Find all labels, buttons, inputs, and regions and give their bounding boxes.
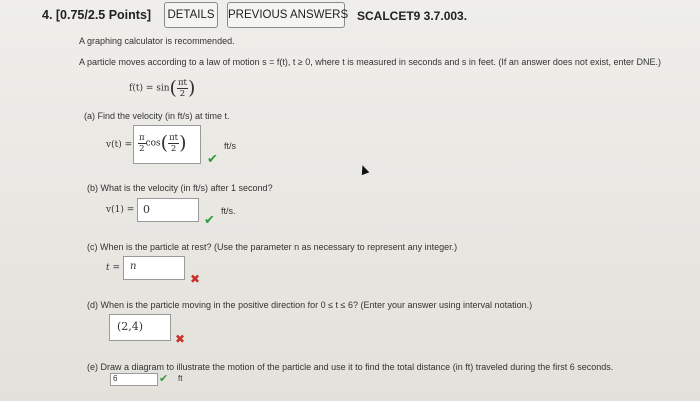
part-d-prompt: (d) When is the particle moving in the positive direction for 0 ≤ t ≤ 6? (Enter your answer using interval notation.) (87, 300, 533, 310)
part-a-arg-denominator: 2 (170, 144, 177, 154)
problem-statement: A particle moves according to a law of motion s = f(t), t ≥ 0, where t is measured in seconds and s in feet. (If an answer does not exist, enter DNE.) (79, 57, 661, 67)
checkmark-icon: ✔ (159, 373, 169, 385)
part-a-coef-numerator: π (139, 133, 145, 143)
part-a-coef-fraction (138, 133, 146, 154)
part-a-right-paren: ) (179, 132, 187, 154)
function-lhs: f(t) = sin (129, 83, 170, 94)
x-mark-icon: ✖ (175, 332, 186, 346)
details-button[interactable]: DETAILS (164, 2, 218, 28)
part-e-prompt: (e) Draw a diagram to illustrate the motion of the particle and use it to find the total distance (in ft) traveled during the first 6 seconds. (87, 362, 614, 372)
calculator-note: A graphing calculator is recommended. (79, 36, 235, 46)
part-a-arg-fraction (168, 133, 179, 154)
function-numerator: πt (177, 78, 187, 88)
function-denominator: 2 (179, 89, 186, 99)
part-b-label: v(1) = (106, 205, 135, 215)
part-b-answer: 0 (143, 203, 150, 216)
part-a-prompt: (a) Find the velocity (in ft/s) at time t. (84, 111, 230, 121)
part-a-arg-numerator: πt (169, 133, 179, 143)
part-e-answer-field[interactable] (110, 373, 158, 386)
function-definition (129, 78, 195, 100)
left-paren: ( (169, 77, 177, 99)
part-a-answer-field[interactable] (133, 125, 201, 164)
part-e-answer: 6 (113, 374, 118, 383)
part-b-unit: ft/s. (221, 206, 236, 216)
part-a-left-paren: ( (160, 132, 169, 154)
assignment-id: SCALCET9 3.7.003. (357, 9, 468, 23)
right-paren: ) (187, 77, 196, 99)
previous-answers-button[interactable]: PREVIOUS ANSWERS (227, 2, 345, 28)
part-c-prompt: (c) When is the particle at rest? (Use the parameter n as necessary to represent any integer.) (87, 242, 458, 252)
part-d-answer: (2,4) (117, 320, 144, 333)
part-a-unit: ft/s (224, 141, 237, 151)
part-a-cos: cos (145, 138, 161, 149)
part-e-unit: ft (178, 374, 183, 383)
part-b-answer-field[interactable] (137, 198, 199, 222)
part-a-answer-expression (138, 133, 187, 157)
part-a-label: v(t) = (106, 140, 133, 150)
question-number: 4. [0.75/2.5 Points] (42, 8, 152, 22)
x-mark-icon: ✖ (190, 272, 201, 286)
part-d-answer-field[interactable] (109, 314, 171, 341)
part-a-coef-denominator: 2 (139, 144, 145, 154)
checkmark-icon: ✔ (207, 151, 218, 166)
checkmark-icon: ✔ (204, 212, 215, 227)
part-c-answer-field[interactable] (123, 256, 185, 280)
mouse-cursor-icon (359, 164, 370, 175)
part-b-prompt: (b) What is the velocity (in ft/s) after 1 second? (87, 183, 273, 193)
part-c-label: t = (106, 263, 121, 273)
function-fraction (177, 78, 188, 99)
part-c-answer: n (130, 261, 137, 272)
